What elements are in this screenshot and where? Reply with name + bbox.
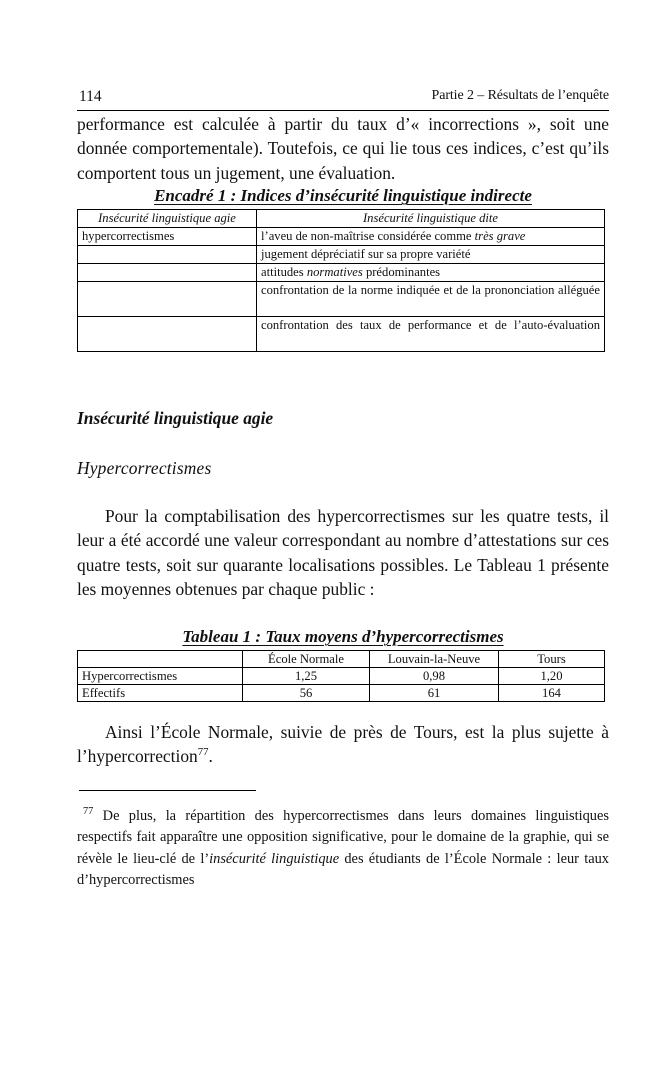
footnote-ref[interactable]: 77 <box>197 746 209 759</box>
box1-caption: Encadré 1 : Indices d’insécurité linguistique indirecte <box>154 186 532 205</box>
box1-agie-cell <box>78 246 257 264</box>
page-header <box>77 88 609 111</box>
row-label: Effectifs <box>78 685 243 702</box>
box1-col2-header: Insécurité linguistique dite <box>257 210 605 228</box>
box1-dite-cell: attitudes normatives prédominantes <box>257 264 605 282</box>
footnote-number: 77 <box>83 806 94 818</box>
footnote: $^{77}$ De plus, la répartition des hypercorrectismes dans leurs domaines linguistiques respectifs fait apparaître une opposition significative, pour le domaine de la graphie, qui se révèle le lieu-clé de l’insécurité linguistique des étudiants de l’École Normale : leur taux d’hypercorrectismes <box>77 806 609 889</box>
box1-row <box>78 228 605 246</box>
running-title: Partie 2 – Résultats de l’enquête <box>431 88 609 103</box>
box1-dite-cell: confrontation de la norme indiquée et de la prononciation alléguée <box>257 282 605 317</box>
box1-agie-cell <box>78 317 257 352</box>
box1-header-row <box>78 210 605 228</box>
table1-header-row <box>78 651 605 668</box>
paragraph-method: Pour la comptabilisation des hypercorrectismes sur les quatre tests, il leur a été accordé une valeur correspondant au nombre d’attestations sur ces quatre tests, soit sur quarante localisations possibles. Le Tableau 1 présente les moyennes obtenues par chaque public : <box>77 506 609 600</box>
page-number: 114 <box>79 88 102 105</box>
paragraph-intro: performance est calculée à partir du taux d’« incorrections », soit une donnée comportementale). Toutefois, ce qui lie tous ces indices, c’est qu’ils comportent tous un jugement, une évaluation. <box>77 114 609 183</box>
table1-col-louvain: Louvain-la-Neuve <box>370 651 499 668</box>
cell-value: 0,98 <box>370 668 499 685</box>
cell-value: 1,20 <box>499 668 605 685</box>
cell-value: 164 <box>499 685 605 702</box>
cell-value: 1,25 <box>243 668 370 685</box>
table1-caption: Tableau 1 : Taux moyens d’hypercorrectismes <box>182 627 504 646</box>
table-row <box>78 668 605 685</box>
paragraph-conclusion: Ainsi l’École Normale, suivie de près de Tours, est la plus sujette à l’hypercorrection$^{77}$. <box>77 722 609 767</box>
box1-agie-cell: hypercorrectismes <box>78 228 257 246</box>
box1-table <box>77 209 605 352</box>
box1-dite-cell: l’aveu de non-maîtrise considérée comme très grave <box>257 228 605 246</box>
table1-col-ecole-normale: École Normale <box>243 651 370 668</box>
section-heading: Insécurité linguistique agie <box>77 408 274 428</box>
row-label: Hypercorrectismes <box>78 668 243 685</box>
box1-row <box>78 246 605 264</box>
table1 <box>77 650 605 702</box>
cell-value: 56 <box>243 685 370 702</box>
box1-agie-cell <box>78 282 257 317</box>
box1-row <box>78 264 605 282</box>
table-row <box>78 685 605 702</box>
box1-dite-cell: confrontation des taux de performance et de l’auto-évaluation <box>257 317 605 352</box>
cell-value: 61 <box>370 685 499 702</box>
subsection-heading: Hypercorrectismes <box>77 458 212 478</box>
footnote-separator <box>79 790 256 791</box>
box1-row <box>78 317 605 352</box>
table1-corner-cell <box>78 651 243 668</box>
box1-agie-cell <box>78 264 257 282</box>
box1-row <box>78 282 605 317</box>
table1-col-tours: Tours <box>499 651 605 668</box>
box1-col1-header: Insécurité linguistique agie <box>78 210 257 228</box>
box1-dite-cell: jugement dépréciatif sur sa propre variété <box>257 246 605 264</box>
